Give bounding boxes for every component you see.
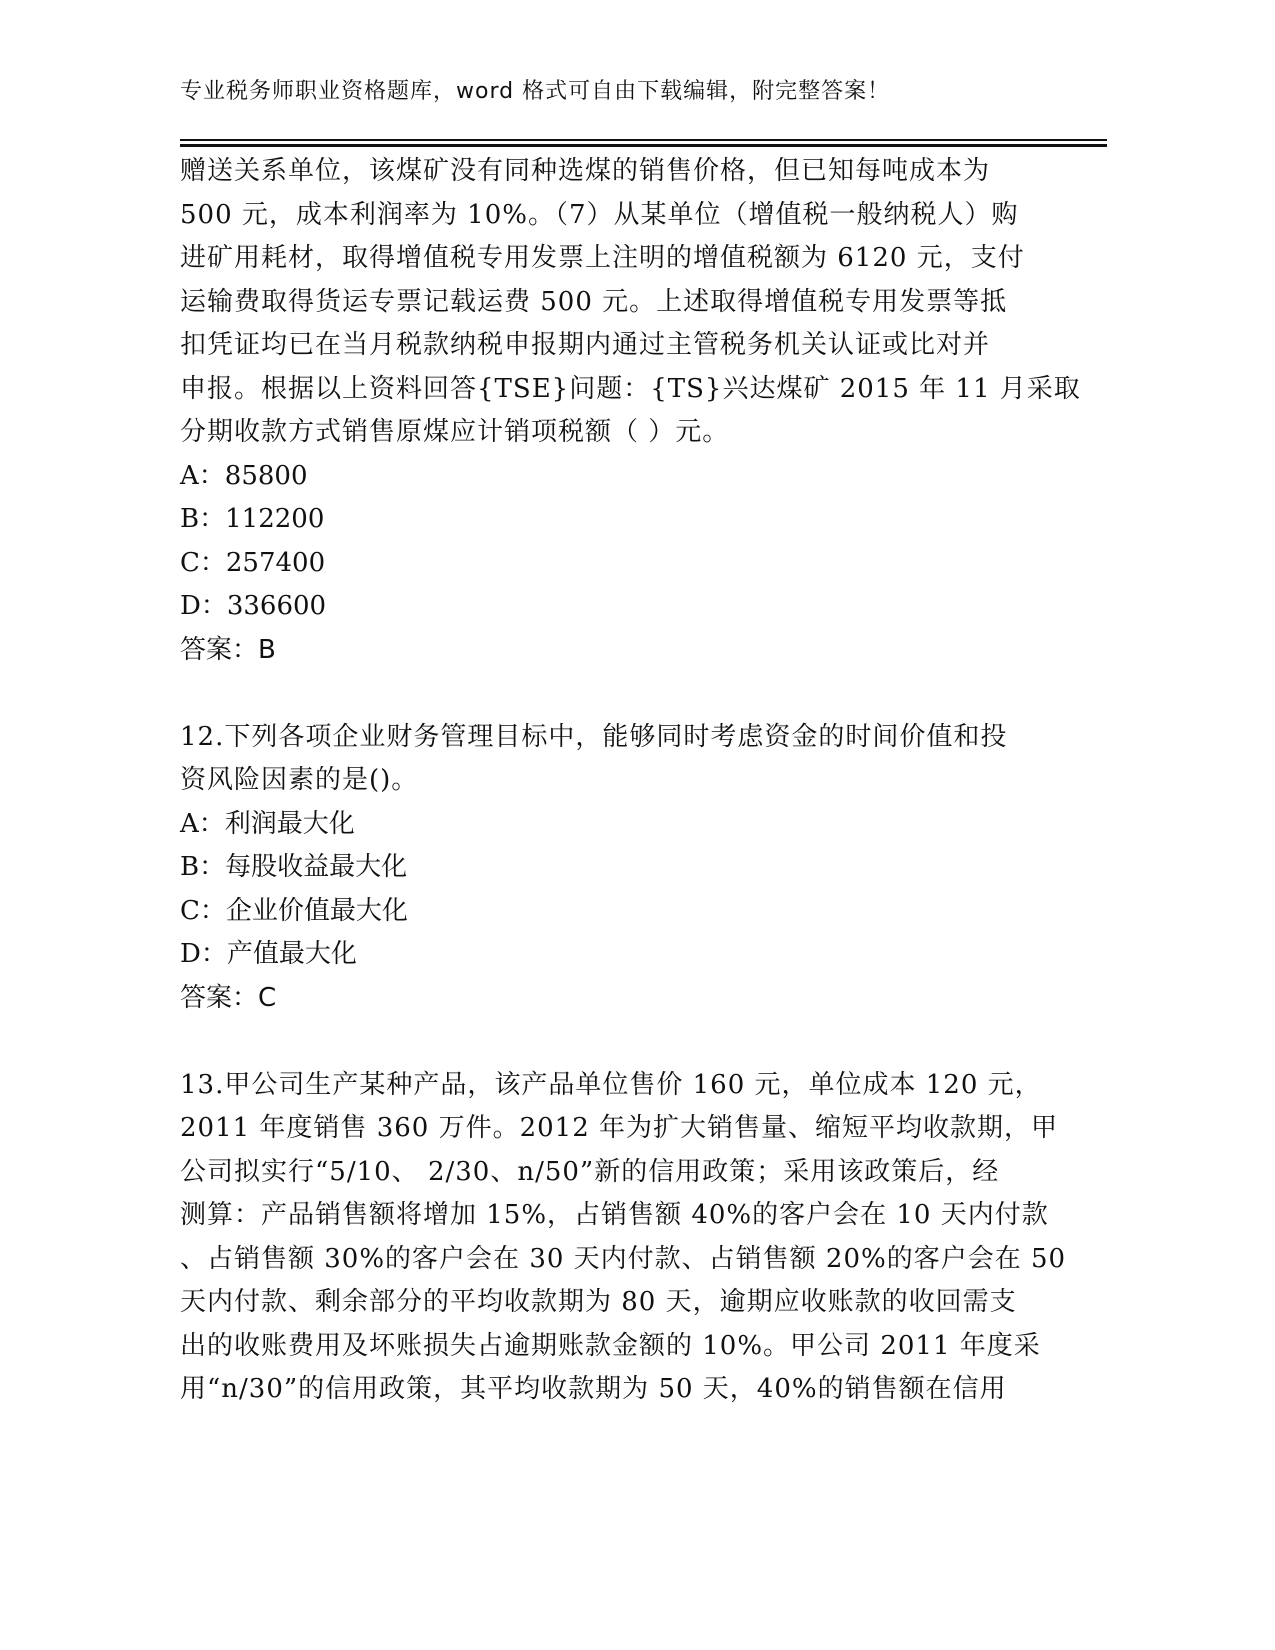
question-11 — [180, 150, 1081, 672]
question-text-line: 12.下列各项企业财务管理目标中，能够同时考虑资金的时间价值和投 — [180, 721, 1008, 752]
header-rule-thick — [180, 144, 1107, 147]
spacer — [180, 1020, 1040, 1064]
question-12 — [180, 716, 1040, 1021]
question-13 — [180, 1064, 1067, 1412]
question-text-line: 500 元，成本利润率为 10%。（7）从某单位（增值税一般纳税人）购 — [180, 199, 1019, 230]
header-rule-thin — [180, 139, 1107, 141]
answer-label: 答案：B — [180, 634, 276, 665]
option-a: A：85800 — [180, 460, 308, 491]
question-text-line: 分期收款方式销售原煤应计销项税额（ ）元。 — [180, 417, 730, 447]
spacer — [180, 672, 1040, 716]
option-d: D：产值最大化 — [180, 939, 357, 969]
option-c: C：企业价值最大化 — [180, 895, 408, 926]
question-text-line: 赠送关系单位，该煤矿没有同种选煤的销售价格，但已知每吨成本为 — [180, 156, 991, 186]
question-text-line: 资风险因素的是()。 — [180, 765, 419, 795]
answer-label: 答案：C — [180, 982, 277, 1013]
option-a: A：利润最大化 — [180, 808, 355, 839]
question-content — [180, 150, 1081, 1412]
question-text-line: 用“n/30”的信用政策，其平均收款期为 50 天，40%的销售额在信用 — [180, 1374, 1007, 1404]
question-text-line: 出的收账费用及坏账损失占逾期账款金额的 10%。甲公司 2011 年度采 — [180, 1330, 1041, 1361]
question-text-line: 、占销售额 30%的客户会在 30 天内付款、占销售额 20%的客户会在 50 — [180, 1243, 1067, 1274]
page-header: 专业税务师职业资格题库，word 格式可自由下载编辑，附完整答案！ — [180, 79, 891, 104]
question-text-line: 13.甲公司生产某种产品，该产品单位售价 160 元，单位成本 120 元， — [180, 1069, 1042, 1100]
question-text-line: 2011 年度销售 360 万件。2012 年为扩大销售量、缩短平均收款期，甲 — [180, 1113, 1059, 1143]
option-b: B：112200 — [180, 504, 325, 534]
question-text-line: 公司拟实行“5/10、 2/30、n/50”新的信用政策；采用该政策后，经 — [180, 1156, 1000, 1187]
question-text-line: 运输费取得货运专票记载运费 500 元。上述取得增值税专用发票等抵 — [180, 286, 1008, 317]
option-d: D：336600 — [180, 591, 327, 621]
question-text-line: 申报。根据以上资料回答{TSE}问题：{TS}兴达煤矿 2015 年 11 月采取 — [180, 373, 1081, 404]
option-b: B：每股收益最大化 — [180, 852, 408, 882]
question-text-line: 天内付款、剩余部分的平均收款期为 80 天，逾期应收账款的收回需支 — [180, 1287, 1017, 1317]
question-text-line: 进矿用耗材，取得增值税专用发票上注明的增值税额为 6120 元，支付 — [180, 243, 1025, 273]
option-c: C：257400 — [180, 547, 326, 578]
question-text-line: 扣凭证均已在当月税款纳税申报期内通过主管税务机关认证或比对并 — [180, 330, 991, 360]
question-text-line: 测算：产品销售额将增加 15%，占销售额 40%的客户会在 10 天内付款 — [180, 1200, 1049, 1230]
